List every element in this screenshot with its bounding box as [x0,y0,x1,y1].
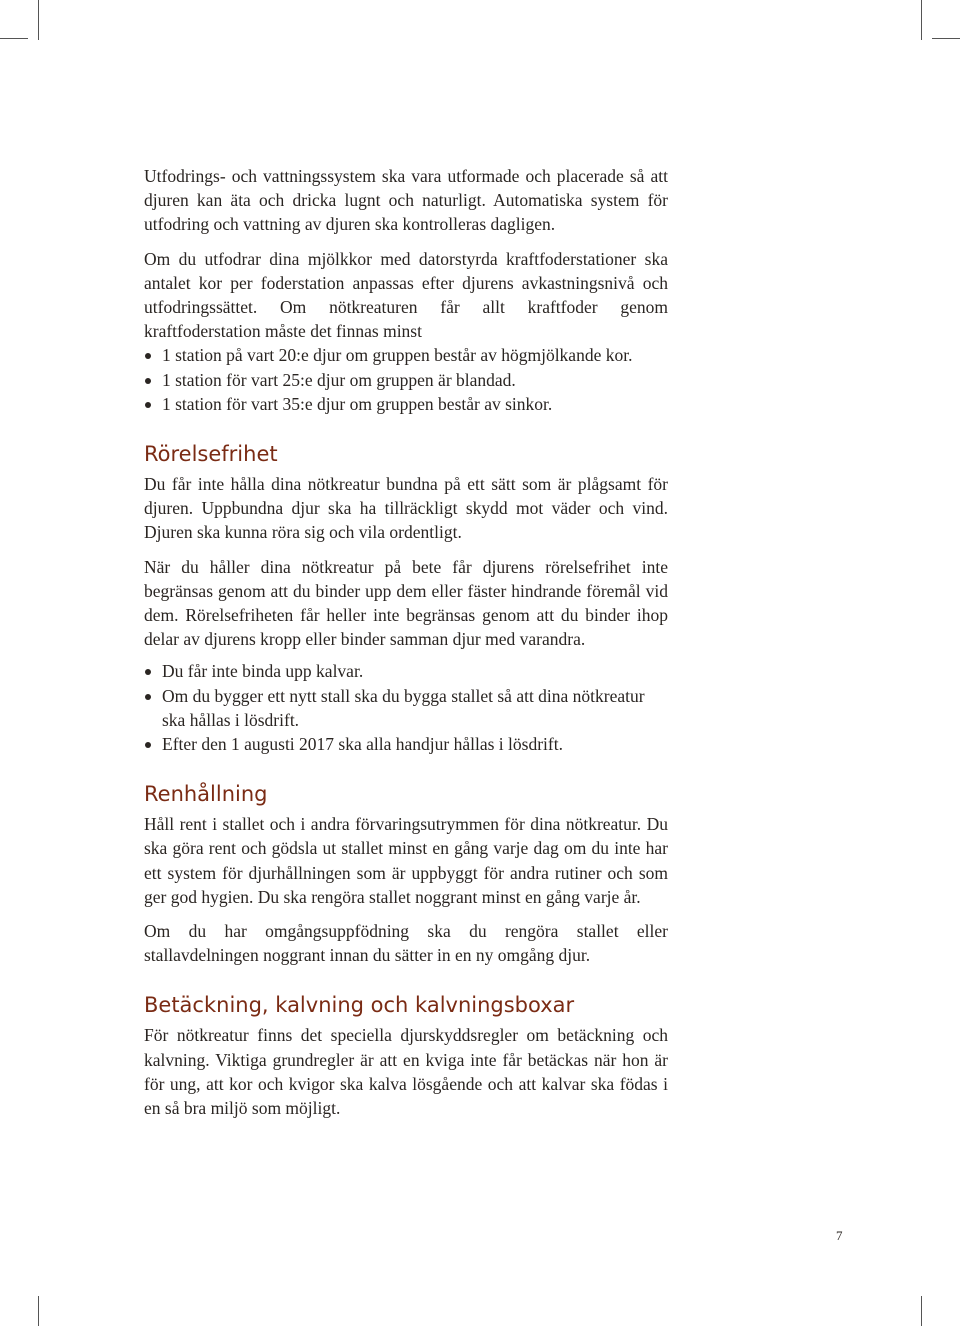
list-item: 1 station för vart 25:e djur om gruppen är blandad. [144,368,668,392]
crop-mark [932,38,960,39]
crop-mark [38,0,39,40]
movement-list [144,659,668,756]
list-item: 1 station på vart 20:e djur om gruppen består av högmjölkande kor. [144,343,668,367]
station-list [144,343,668,416]
paragraph: När du håller dina nötkreatur på bete får djurens rörelsefrihet inte begränsas genom att du binder upp dem eller fäster hindrande föremål vid dem. Rörelsefriheten får heller inte begränsas genom att du binder ihop delar av djurens kropp eller binder samman djur med varandra. [144,556,668,650]
section-heading-rorelsefrihet: Rörelsefrihet [144,442,278,467]
list-item: Om du bygger ett nytt stall ska du bygga stallet så att dina nötkreatur ska hållas i lösdrift. [144,684,668,732]
paragraph: För nötkreatur finns det speciella djurskyddsregler om betäckning och kalvning. Viktiga grundregler är att en kviga inte får betäckas när hon är för ung, att kor och kvigor ska kalva lösgående och att kalvar ska födas i en så bra miljö som möjligt. [144,1025,668,1119]
list-item: Efter den 1 augusti 2017 ska alla handjur hållas i lösdrift. [144,732,668,756]
paragraph: Håll rent i stallet och i andra förvaringsutrymmen för dina nötkreatur. Du ska göra rent och gödsla ut stallet minst en gång varje dag om du inte har ett system för djurhållningen som är uppbyggt för andra rutiner och som ger god hygien. Du ska rengöra stallet noggrant minst en gång varje år. [144,814,668,907]
page-number: 7 [836,1228,843,1243]
feeding-stations-paragraph: Om du utfodrar dina mjölkkor med datorstyrda kraftfoderstationer ska antalet kor per foderstation anpassas efter djurens avkastningsnivå och utfodringssättet. Om nötkreaturen får allt kraftfoder genom kraftfoderstation måste det finnas minst [144,248,668,342]
intro-paragraph: Utfodrings- och vattningssystem ska vara utformade och placerade så att djuren kan äta och dricka lugnt och naturligt. Automatiska system för utfodring och vattning av djuren ska kontrolleras dagligen. [144,166,668,235]
list-item: Du får inte binda upp kalvar. [144,659,668,683]
page-content [144,164,668,1120]
section-heading-renhallning: Renhållning [144,782,268,807]
list-item: 1 station för vart 35:e djur om gruppen består av sinkor. [144,392,668,416]
paragraph: Om du har omgångsuppfödning ska du rengöra stallet eller stallavdelningen noggrant innan du sätter in en ny omgång djur. [144,921,668,966]
crop-mark [921,0,922,40]
crop-mark [38,1296,39,1326]
crop-mark [0,38,28,39]
crop-mark [921,1296,922,1326]
section-heading-betackning: Betäckning, kalvning och kalvningsboxar [144,993,575,1018]
paragraph: Du får inte hålla dina nötkreatur bundna på ett sätt som är plågsamt för djuren. Uppbundna djur ska ha tillräckligt skydd mot väder och vind. Djuren ska kunna röra sig och vila ordentligt. [144,474,668,543]
